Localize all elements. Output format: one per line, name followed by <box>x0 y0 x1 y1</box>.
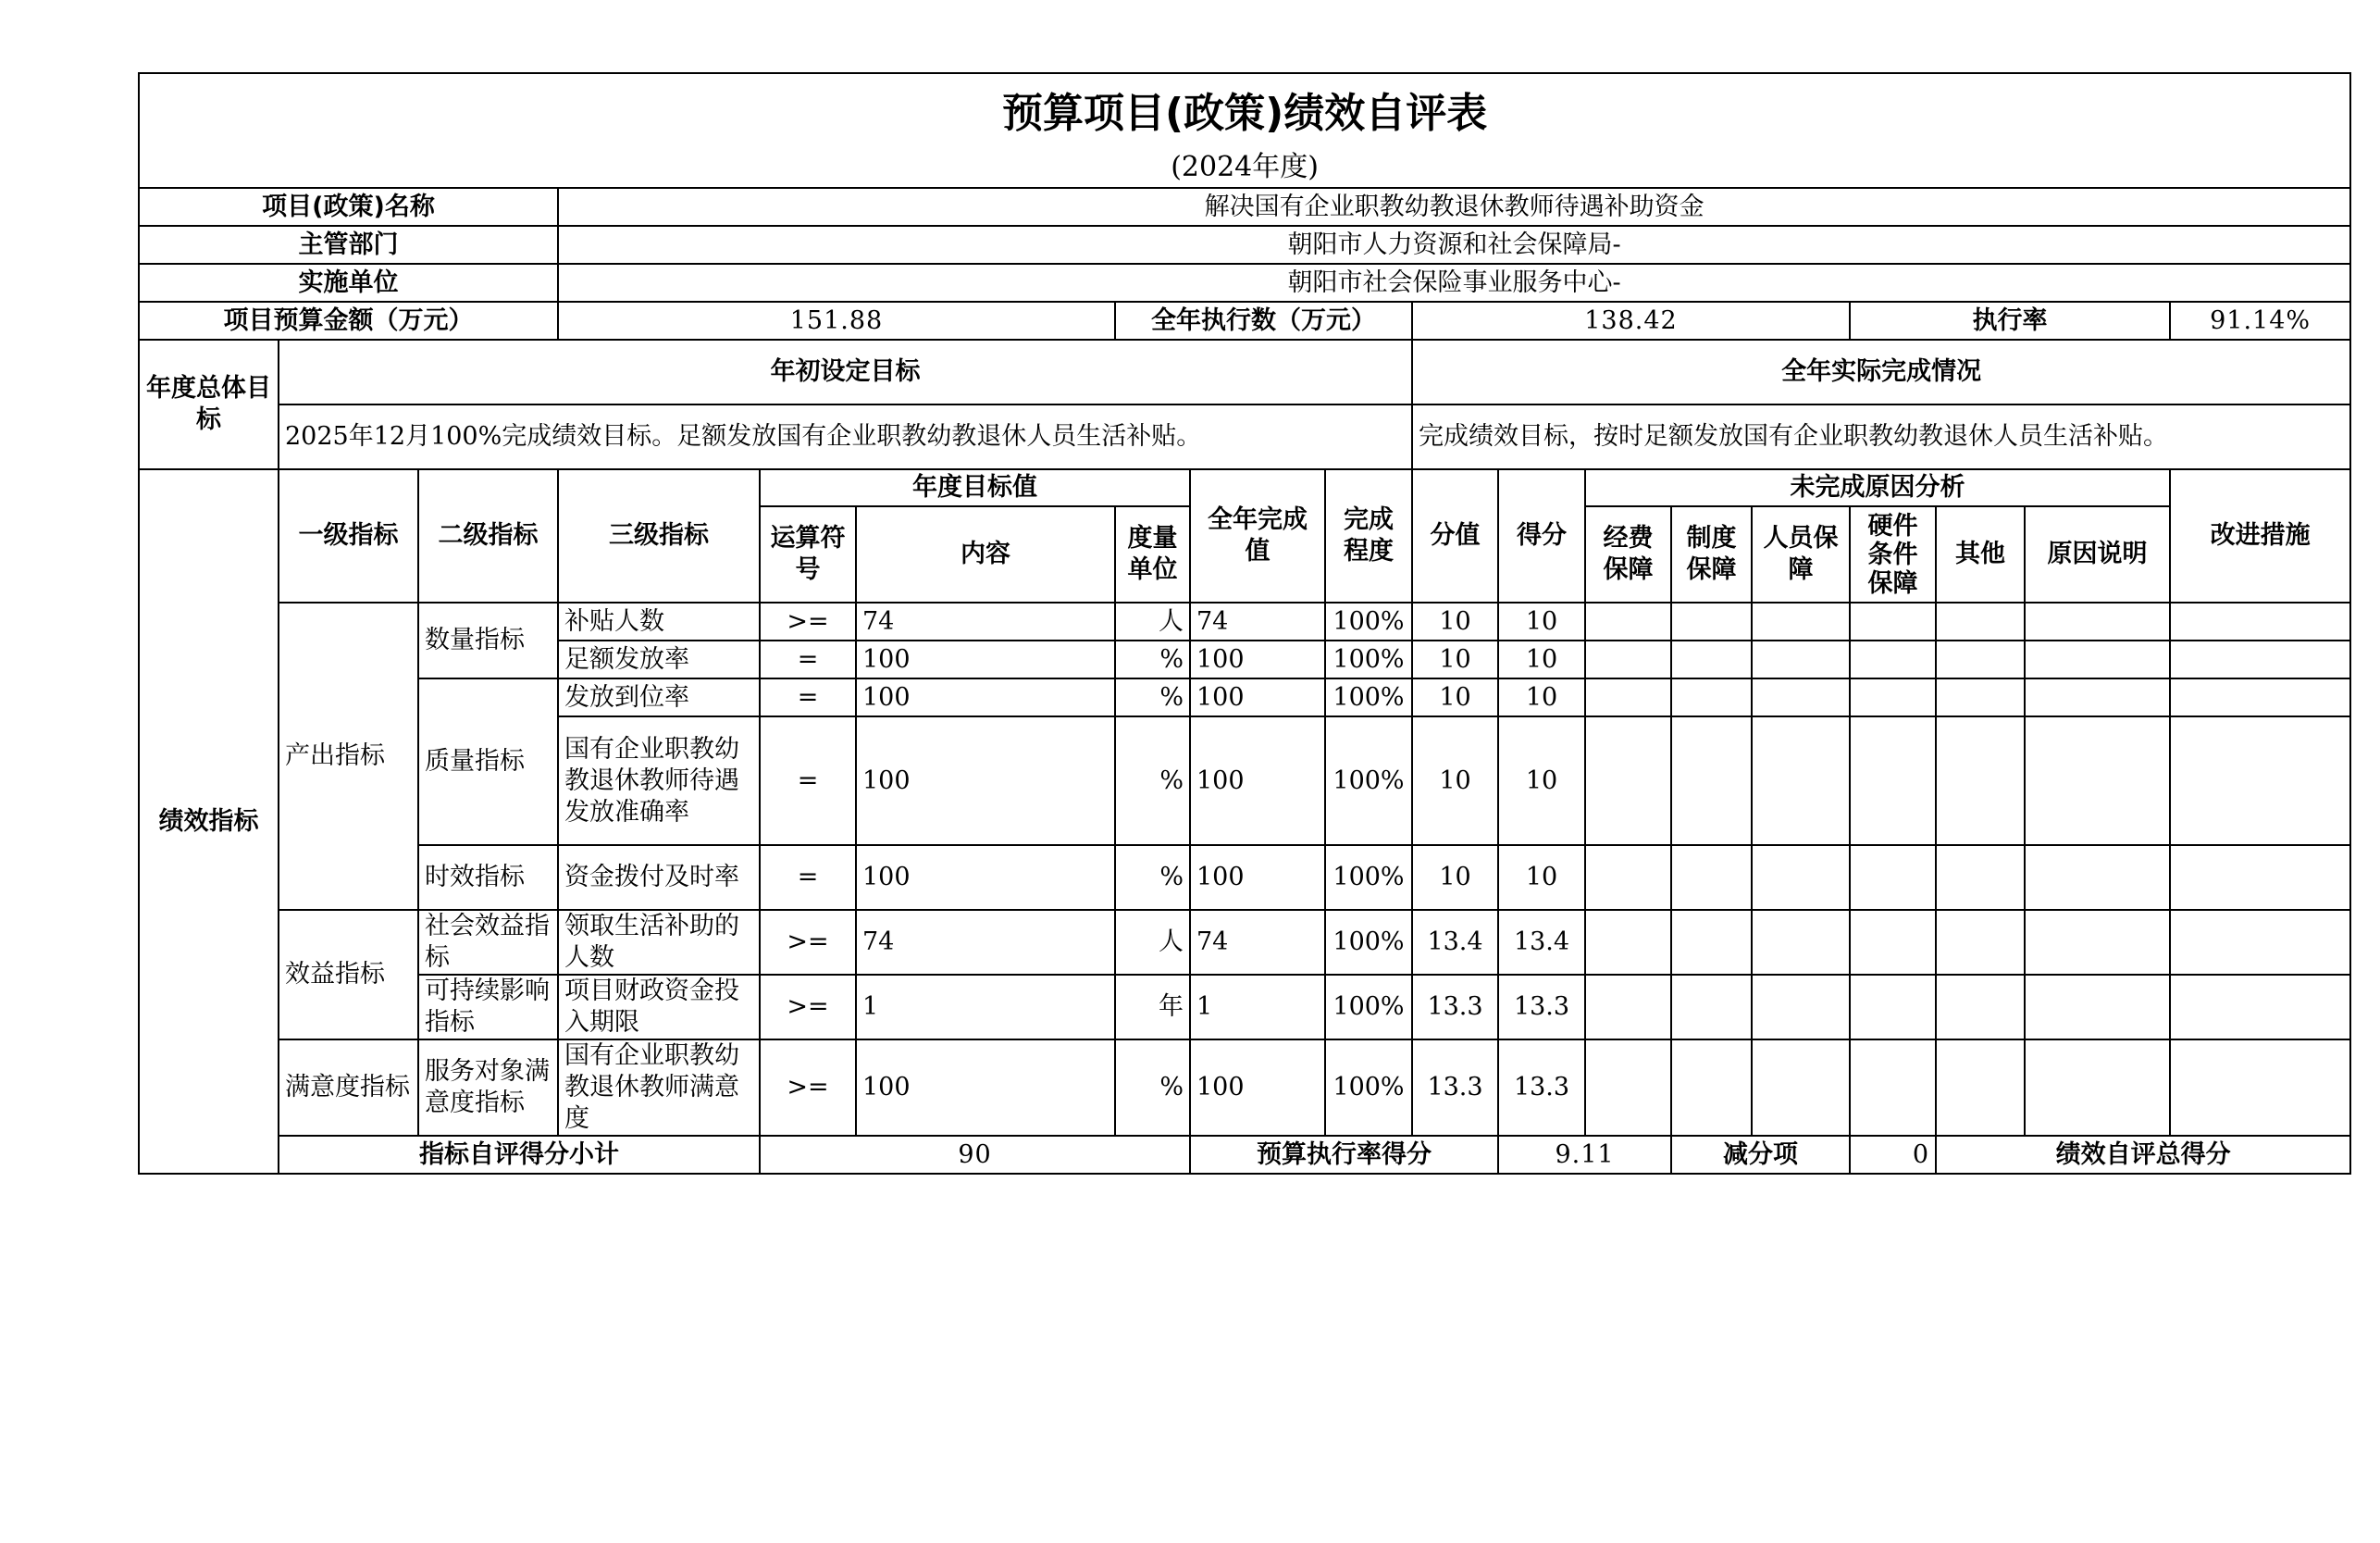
empty-cell <box>1671 975 1752 1039</box>
executed-label: 全年执行数（万元） <box>1115 302 1412 340</box>
budget-value: 151.88 <box>558 302 1115 340</box>
indicator-operator: = <box>760 716 856 845</box>
indicator-actual: 100 <box>1190 678 1325 716</box>
indicator-unit: % <box>1115 1039 1190 1136</box>
indicator-degree: 100% <box>1325 910 1412 975</box>
reason-hardware-header: 硬件条件保障 <box>1850 506 1936 603</box>
l2-quantity: 数量指标 <box>418 603 558 678</box>
empty-cell <box>1850 678 1936 716</box>
empty-cell <box>1850 975 1936 1039</box>
empty-cell <box>1752 910 1850 975</box>
indicator-name: 国有企业职教幼教退休教师待遇发放准确率 <box>558 716 760 845</box>
indicator-operator: >= <box>760 603 856 641</box>
empty-cell <box>1585 603 1671 641</box>
indicator-unit: % <box>1115 845 1190 910</box>
indicator-degree: 100% <box>1325 641 1412 678</box>
empty-cell <box>1752 641 1850 678</box>
l1-output: 产出指标 <box>279 603 418 910</box>
empty-cell <box>1936 716 2025 845</box>
reason-other-header: 其他 <box>1936 506 2025 603</box>
empty-cell <box>1752 603 1850 641</box>
empty-cell <box>2025 1039 2170 1136</box>
indicator-target: 74 <box>856 910 1115 975</box>
gain-header: 得分 <box>1498 469 1585 603</box>
empty-cell <box>2025 975 2170 1039</box>
indicator-actual: 100 <box>1190 1039 1325 1136</box>
indicator-gain: 10 <box>1498 641 1585 678</box>
exec-score-value: 9.11 <box>1498 1136 1671 1174</box>
indicator-unit: 人 <box>1115 603 1190 641</box>
indicator-name: 资金拨付及时率 <box>558 845 760 910</box>
empty-cell <box>1671 603 1752 641</box>
indicator-name: 国有企业职教幼教退休教师满意度 <box>558 1039 760 1136</box>
annual-goal-label: 年度总体目标 <box>139 340 279 469</box>
empty-cell <box>2025 603 2170 641</box>
indicator-unit: % <box>1115 678 1190 716</box>
indicator-target: 100 <box>856 716 1115 845</box>
empty-cell <box>1936 845 2025 910</box>
empty-cell <box>1936 1039 2025 1136</box>
indicator-operator: >= <box>760 975 856 1039</box>
empty-cell <box>1671 716 1752 845</box>
indicator-gain: 13.4 <box>1498 910 1585 975</box>
indicator-gain: 10 <box>1498 603 1585 641</box>
empty-cell <box>1936 975 2025 1039</box>
empty-cell <box>1671 845 1752 910</box>
l1-benefit: 效益指标 <box>279 910 418 1039</box>
project-name-value: 解决国有企业职教幼教退休教师待遇补助资金 <box>558 188 2350 226</box>
l2-quality: 质量指标 <box>418 678 558 845</box>
empty-cell <box>2025 641 2170 678</box>
indicator-gain: 13.3 <box>1498 975 1585 1039</box>
sheet-title: 预算项目(政策)绩效自评表 <box>139 73 2350 147</box>
indicator-target: 100 <box>856 678 1115 716</box>
empty-cell <box>1752 845 1850 910</box>
empty-cell <box>2170 641 2350 678</box>
empty-cell <box>1671 1039 1752 1136</box>
unit-value: 朝阳市社会保险事业服务中心- <box>558 264 2350 302</box>
actual-header: 全年完成值 <box>1190 469 1325 603</box>
indicator-operator: >= <box>760 910 856 975</box>
indicator-name: 补贴人数 <box>558 603 760 641</box>
empty-cell <box>1585 1039 1671 1136</box>
project-name-label: 项目(政策)名称 <box>139 188 558 226</box>
indicator-score: 10 <box>1412 641 1498 678</box>
empty-cell <box>1585 641 1671 678</box>
indicator-unit: % <box>1115 641 1190 678</box>
reason-system-header: 制度保障 <box>1671 506 1752 603</box>
indicator-operator: = <box>760 678 856 716</box>
actual-goal-text: 完成绩效目标，按时足额发放国有企业职教幼教退休人员生活补贴。 <box>1412 404 2350 469</box>
indicator-name: 足额发放率 <box>558 641 760 678</box>
empty-cell <box>1850 603 1936 641</box>
set-goal-header: 年初设定目标 <box>279 340 1412 404</box>
degree-header: 完成程度 <box>1325 469 1412 603</box>
indicator-degree: 100% <box>1325 603 1412 641</box>
empty-cell <box>1850 716 1936 845</box>
indicator-score: 13.4 <box>1412 910 1498 975</box>
indicator-target: 100 <box>856 845 1115 910</box>
budget-label: 项目预算金额（万元） <box>139 302 558 340</box>
reason-fund-header: 经费保障 <box>1585 506 1671 603</box>
indicator-target: 74 <box>856 603 1115 641</box>
empty-cell <box>1585 910 1671 975</box>
empty-cell <box>1850 1039 1936 1136</box>
operator-header: 运算符号 <box>760 506 856 603</box>
indicator-name: 项目财政资金投入期限 <box>558 975 760 1039</box>
empty-cell <box>1936 603 2025 641</box>
l2-service: 服务对象满意度指标 <box>418 1039 558 1136</box>
empty-cell <box>2170 975 2350 1039</box>
indicator-actual: 100 <box>1190 716 1325 845</box>
indicator-operator: = <box>760 845 856 910</box>
empty-cell <box>1671 678 1752 716</box>
l1-satisfaction: 满意度指标 <box>279 1039 418 1136</box>
indicator-degree: 100% <box>1325 716 1412 845</box>
empty-cell <box>1585 845 1671 910</box>
empty-cell <box>2170 1039 2350 1136</box>
empty-cell <box>2170 716 2350 845</box>
indicator-unit: % <box>1115 716 1190 845</box>
empty-cell <box>1752 1039 1850 1136</box>
indicator-gain: 10 <box>1498 845 1585 910</box>
indicator-target: 100 <box>856 1039 1115 1136</box>
exec-score-label: 预算执行率得分 <box>1190 1136 1498 1174</box>
empty-cell <box>1585 716 1671 845</box>
improve-header: 改进措施 <box>2170 469 2350 603</box>
level3-header: 三级指标 <box>558 469 760 603</box>
empty-cell <box>1671 641 1752 678</box>
empty-cell <box>2025 678 2170 716</box>
empty-cell <box>1936 641 2025 678</box>
empty-cell <box>2025 845 2170 910</box>
empty-cell <box>1585 975 1671 1039</box>
executed-value: 138.42 <box>1412 302 1850 340</box>
content-header: 内容 <box>856 506 1115 603</box>
unit-label: 实施单位 <box>139 264 558 302</box>
set-goal-text: 2025年12月100%完成绩效目标。足额发放国有企业职教幼教退休人员生活补贴。 <box>279 404 1412 469</box>
empty-cell <box>1752 678 1850 716</box>
indicator-actual: 100 <box>1190 641 1325 678</box>
empty-cell <box>2025 716 2170 845</box>
indicator-actual: 74 <box>1190 910 1325 975</box>
evaluation-table <box>138 72 2351 1175</box>
l2-sustainable: 可持续影响指标 <box>418 975 558 1039</box>
indicator-score: 10 <box>1412 678 1498 716</box>
empty-cell <box>1585 678 1671 716</box>
reason-explain-header: 原因说明 <box>2025 506 2170 603</box>
indicator-gain: 13.3 <box>1498 1039 1585 1136</box>
empty-cell <box>2025 910 2170 975</box>
indicator-degree: 100% <box>1325 1039 1412 1136</box>
total-label: 绩效自评总得分 <box>1936 1136 2350 1174</box>
indicator-actual: 74 <box>1190 603 1325 641</box>
empty-cell <box>2170 603 2350 641</box>
dept-value: 朝阳市人力资源和社会保障局- <box>558 226 2350 264</box>
indicator-degree: 100% <box>1325 845 1412 910</box>
indicator-gain: 10 <box>1498 678 1585 716</box>
l2-timeliness: 时效指标 <box>418 845 558 910</box>
indicator-actual: 100 <box>1190 845 1325 910</box>
indicator-operator: >= <box>760 1039 856 1136</box>
indicator-score: 10 <box>1412 845 1498 910</box>
level2-header: 二级指标 <box>418 469 558 603</box>
indicator-unit: 人 <box>1115 910 1190 975</box>
actual-goal-header: 全年实际完成情况 <box>1412 340 2350 404</box>
empty-cell <box>2170 845 2350 910</box>
deduct-label: 减分项 <box>1671 1136 1850 1174</box>
empty-cell <box>1936 678 2025 716</box>
rate-label: 执行率 <box>1850 302 2170 340</box>
indicator-name: 领取生活补助的人数 <box>558 910 760 975</box>
empty-cell <box>1850 641 1936 678</box>
unit-header: 度量单位 <box>1115 506 1190 603</box>
indicator-gain: 10 <box>1498 716 1585 845</box>
deduct-value: 0 <box>1850 1136 1936 1174</box>
dept-label: 主管部门 <box>139 226 558 264</box>
level1-header: 一级指标 <box>279 469 418 603</box>
empty-cell <box>1752 975 1850 1039</box>
performance-indicator-label: 绩效指标 <box>139 469 279 1174</box>
indicator-score: 13.3 <box>1412 1039 1498 1136</box>
empty-cell <box>2170 910 2350 975</box>
indicator-target: 1 <box>856 975 1115 1039</box>
indicator-actual: 1 <box>1190 975 1325 1039</box>
indicator-score: 10 <box>1412 716 1498 845</box>
subtotal-value: 90 <box>760 1136 1190 1174</box>
score-header: 分值 <box>1412 469 1498 603</box>
rate-value: 91.14% <box>2170 302 2350 340</box>
subtotal-label: 指标自评得分小计 <box>279 1136 760 1174</box>
reason-staff-header: 人员保障 <box>1752 506 1850 603</box>
empty-cell <box>1850 845 1936 910</box>
sheet-year: (2024年度) <box>139 147 2350 188</box>
empty-cell <box>2170 678 2350 716</box>
indicator-degree: 100% <box>1325 975 1412 1039</box>
reason-group-header: 未完成原因分析 <box>1585 469 2170 506</box>
indicator-operator: = <box>760 641 856 678</box>
l2-social: 社会效益指标 <box>418 910 558 975</box>
indicator-degree: 100% <box>1325 678 1412 716</box>
self-evaluation-sheet <box>138 72 2312 1175</box>
indicator-name: 发放到位率 <box>558 678 760 716</box>
target-group-header: 年度目标值 <box>760 469 1190 506</box>
empty-cell <box>1850 910 1936 975</box>
empty-cell <box>1936 910 2025 975</box>
indicator-score: 13.3 <box>1412 975 1498 1039</box>
indicator-unit: 年 <box>1115 975 1190 1039</box>
indicator-score: 10 <box>1412 603 1498 641</box>
empty-cell <box>1752 716 1850 845</box>
indicator-target: 100 <box>856 641 1115 678</box>
empty-cell <box>1671 910 1752 975</box>
